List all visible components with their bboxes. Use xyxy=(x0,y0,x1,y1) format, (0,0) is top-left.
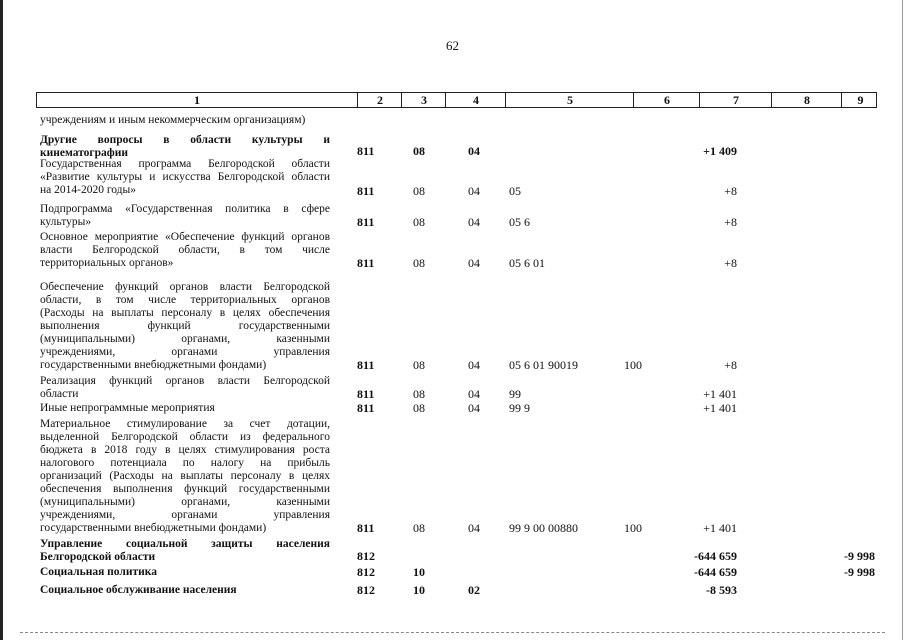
scan-edge xyxy=(0,0,3,640)
row-description-line: (Расходы на выплаты персоналу в целях обеспечения xyxy=(40,307,330,319)
cell-c2: 811 xyxy=(357,256,375,270)
cell-c4: 04 xyxy=(468,358,480,372)
cell-c7: +1 401 xyxy=(703,387,737,401)
row-description-line: Иные непрограммные мероприятия xyxy=(40,402,215,414)
row-description xyxy=(40,566,330,579)
row-description-line: «Развитие культуры и искусства Белгородской области xyxy=(40,171,330,183)
cell-c6: 100 xyxy=(624,521,642,535)
row-description-line: обеспечения выполнения функций государственными xyxy=(40,483,330,495)
row-description-line: территориальных органов» xyxy=(40,257,174,269)
row-description-line: бюджета в 2018 году в целях стимулирования роста xyxy=(40,444,330,456)
row-description-line: организаций (Расходы на выплаты персоналу в целях xyxy=(40,470,330,482)
cell-c4: 04 xyxy=(468,401,480,415)
row-description xyxy=(40,418,330,535)
page-number: 62 xyxy=(446,38,459,53)
cell-c7: -644 659 xyxy=(694,565,737,579)
cell-c2: 811 xyxy=(357,144,375,158)
cell-c7: +8 xyxy=(724,215,737,229)
cell-c2: 811 xyxy=(357,521,375,535)
row-description-line: государственными внебюджетными фондами) xyxy=(40,359,267,371)
cell-c2: 812 xyxy=(357,549,375,563)
cell-c4: 02 xyxy=(468,583,480,597)
header-col-1: 1 xyxy=(194,93,200,107)
cell-c7: +1 409 xyxy=(703,144,737,158)
row-description-line: Белгородской области xyxy=(40,551,156,563)
row-description-line: Другие вопросы в области культуры и xyxy=(40,134,330,146)
row-description-line: Подпрограмма «Государственная политика в сфере xyxy=(40,203,330,215)
cell-c7: +8 xyxy=(724,358,737,372)
cell-c3: 08 xyxy=(413,215,425,229)
row-description-line: Обеспечение функций органов власти Белгородской xyxy=(40,281,330,293)
header-col-5: 5 xyxy=(505,93,634,107)
cell-c9: -9 998 xyxy=(844,565,875,579)
table-header xyxy=(36,92,877,108)
row-description-line: Основное мероприятие «Обеспечение функций органов xyxy=(40,231,330,243)
row-description-line: выделенной Белгородской области из федерального xyxy=(40,431,330,443)
row-description xyxy=(40,231,330,270)
cell-c3: 08 xyxy=(413,184,425,198)
row-description-line: области, в том числе территориальных органов xyxy=(40,294,330,306)
row-description-line: учреждениям и иным некоммерческим организациям) xyxy=(40,114,306,126)
row-description-line: на 2014-2020 годы» xyxy=(40,184,137,196)
cell-c3: 08 xyxy=(413,401,425,415)
cell-c2: 812 xyxy=(357,565,375,579)
cell-c4: 04 xyxy=(468,215,480,229)
cell-c7: +8 xyxy=(724,256,737,270)
bottom-cut-line xyxy=(20,632,885,635)
cell-c5: 05 6 xyxy=(509,215,530,229)
cell-c5: 05 6 01 90019 xyxy=(509,358,578,372)
header-col-2: 2 xyxy=(357,93,402,107)
cell-c2: 812 xyxy=(357,583,375,597)
cell-c7: +1 401 xyxy=(703,401,737,415)
cell-c7: -8 593 xyxy=(706,583,737,597)
cell-c3: 10 xyxy=(413,565,425,579)
cell-c5: 99 9 00 00880 xyxy=(509,521,578,535)
cell-c4: 04 xyxy=(468,387,480,401)
header-col-4: 4 xyxy=(445,93,506,107)
row-description xyxy=(40,114,330,127)
row-description-line: Государственная программа Белгородской области xyxy=(40,158,330,170)
cell-c4: 04 xyxy=(468,256,480,270)
row-description-line: выполнения функций государственными xyxy=(40,320,330,332)
cell-c7: +8 xyxy=(724,184,737,198)
cell-c3: 10 xyxy=(413,583,425,597)
row-description-line: Материальное стимулирование за счет дотации, xyxy=(40,418,330,430)
row-description-line: области xyxy=(40,388,79,400)
row-description-line: налогового потенциала по налогу на прибыль xyxy=(40,457,330,469)
row-description xyxy=(40,584,330,597)
row-description xyxy=(40,538,330,564)
row-description xyxy=(40,402,330,415)
row-description xyxy=(40,203,330,229)
row-description-line: учреждениями, органами управления xyxy=(40,509,330,521)
row-description-line: власти Белгородской области, в том числе xyxy=(40,244,330,256)
cell-c2: 811 xyxy=(357,401,375,415)
header-col-6: 6 xyxy=(633,93,700,107)
cell-c4: 04 xyxy=(468,144,480,158)
cell-c2: 811 xyxy=(357,215,375,229)
row-description-line: Управление социальной защиты населения xyxy=(40,538,330,550)
cell-c2: 811 xyxy=(357,387,375,401)
cell-c3: 08 xyxy=(413,144,425,158)
row-description-line: кинематографии xyxy=(40,147,129,159)
cell-c5: 05 xyxy=(509,184,521,198)
cell-c6: 100 xyxy=(624,358,642,372)
row-description-line: учреждениями, органами управления xyxy=(40,346,330,358)
header-col-3: 3 xyxy=(401,93,446,107)
header-col-7: 7 xyxy=(699,93,772,107)
row-description-line: Реализация функций органов власти Белгородской xyxy=(40,375,330,387)
cell-c5: 99 9 xyxy=(509,401,530,415)
cell-c9: -9 998 xyxy=(844,549,875,563)
row-description xyxy=(40,158,330,197)
row-description-line: государственными внебюджетными фондами) xyxy=(40,522,267,534)
row-description xyxy=(40,134,330,160)
header-col-9: 9 xyxy=(841,93,879,107)
cell-c2: 811 xyxy=(357,184,375,198)
row-description-line: (муниципальными) органами, казенными xyxy=(40,496,330,508)
row-description-line: культуры» xyxy=(40,216,92,228)
cell-c3: 08 xyxy=(413,256,425,270)
row-description-line: Социальное обслуживание населения xyxy=(40,584,237,596)
row-description xyxy=(40,375,330,401)
cell-c4: 04 xyxy=(468,521,480,535)
row-description-line: (муниципальными) органами, казенными xyxy=(40,333,330,345)
row-description xyxy=(40,281,330,372)
row-description-line: Социальная политика xyxy=(40,566,157,578)
cell-c5: 99 xyxy=(509,387,521,401)
cell-c7: -644 659 xyxy=(694,549,737,563)
cell-c7: +1 401 xyxy=(703,521,737,535)
cell-c3: 08 xyxy=(413,358,425,372)
cell-c5: 05 6 01 xyxy=(509,256,545,270)
scan-edge-right xyxy=(902,0,903,640)
cell-c3: 08 xyxy=(413,387,425,401)
cell-c4: 04 xyxy=(468,184,480,198)
cell-c2: 811 xyxy=(357,358,375,372)
cell-c3: 08 xyxy=(413,521,425,535)
header-col-8: 8 xyxy=(771,93,842,107)
